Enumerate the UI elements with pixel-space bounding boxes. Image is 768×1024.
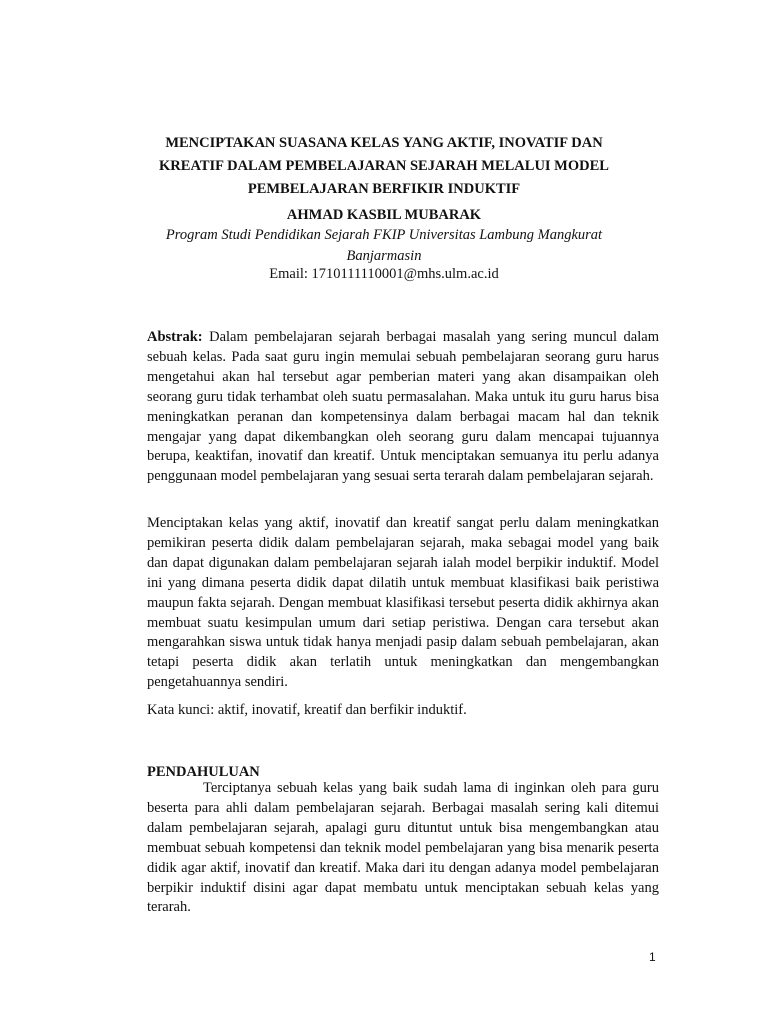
intro-paragraph: Terciptanya sebuah kelas yang baik sudah lama di inginkan oleh para guru beserta para ahli dalam pembelajaran sejarah. Berbagai masalah sering kali ditemui dalam pembelajaran sejarah, apalagi guru dituntut untuk bisa mengembangkan atau membuat sebuah kompetensi dan teknik model pembelajaran yang bisa menarik peserta didik agar aktif, inovatif dan kreatif. Maka dari itu dengan adanya model pembelajaran berpikir induktif disini agar dapat membatu untuk menciptakan sebuah kelas yang terarah. [147,780,659,916]
page-number: 1 [649,950,656,964]
section-heading-pendahuluan: PENDAHULUAN [147,764,260,780]
author-email: Email: 1710111110001@mhs.ulm.ac.id [269,266,499,282]
keywords: Kata kunci: aktif, inovatif, kreatif dan berfikir induktif. [147,702,467,718]
abstract-label: Abstrak: [147,329,203,345]
abstract-paragraph-2: Menciptakan kelas yang aktif, inovatif dan kreatif sangat perlu dalam meningkatkan pemikiran peserta didik dalam pembelajaran sejarah, maka sebagai model yang baik dan dapat digunakan dalam pembelajaran sejarah ialah model berpikir induktif. Model ini yang dimana peserta didik dapat dilatih untuk membuat klasifikasi baik peristiwa maupun fakta sejarah. Dengan membuat klasifikasi tersebut peserta didik akhirnya akan membuat suatu kesimpulan umum dari setiap peristiwa. Dengan cara tersebut akan mengarahkan siswa untuk tidak hanya menjadi pasip dalam sebuah pembelajaran, akan tetapi peserta didik akan terlatih untuk meningkatkan dan mengembangkan pengetahuannya sendiri. [147,515,659,691]
paper-title: MENCIPTAKAN SUASANA KELAS YANG AKTIF, INOVATIF DAN KREATIF DALAM PEMBELAJARAN SEJARAH MELALUI MODEL PEMBELAJARAN BERFIKIR INDUKTIF [159,135,609,197]
abstract-text: Dalam pembelajaran sejarah berbagai masalah yang sering muncul dalam sebuah kelas. Pada saat guru ingin memulai sebuah pembelajaran seorang guru harus mengetahui akan hal tersebut agar pemberian materi yang akan disampaikan oleh seorang guru tidak terhambat oleh suatu permasalahan. Maka untuk itu guru harus bisa meningkatkan peranan dan kompetensinya dalam berbagai macam hal dan teknik mengajar yang dapat dikembangkan oleh seorang guru dalam mencapai tujuannya berupa, keaktifan, inovatif dan kreatif. Untuk menciptakan semuanya itu perlu adanya penggunaan model pembelajaran yang sesuai serta terarah dalam pembelajaran sejarah. [147,329,659,485]
author-name: AHMAD KASBIL MUBARAK [286,207,482,223]
abstract-paragraph [147,328,659,487]
author-affiliation: Program Studi Pendidikan Sejarah FKIP Universitas Lambung Mangkurat Banjarmasin [165,227,603,264]
